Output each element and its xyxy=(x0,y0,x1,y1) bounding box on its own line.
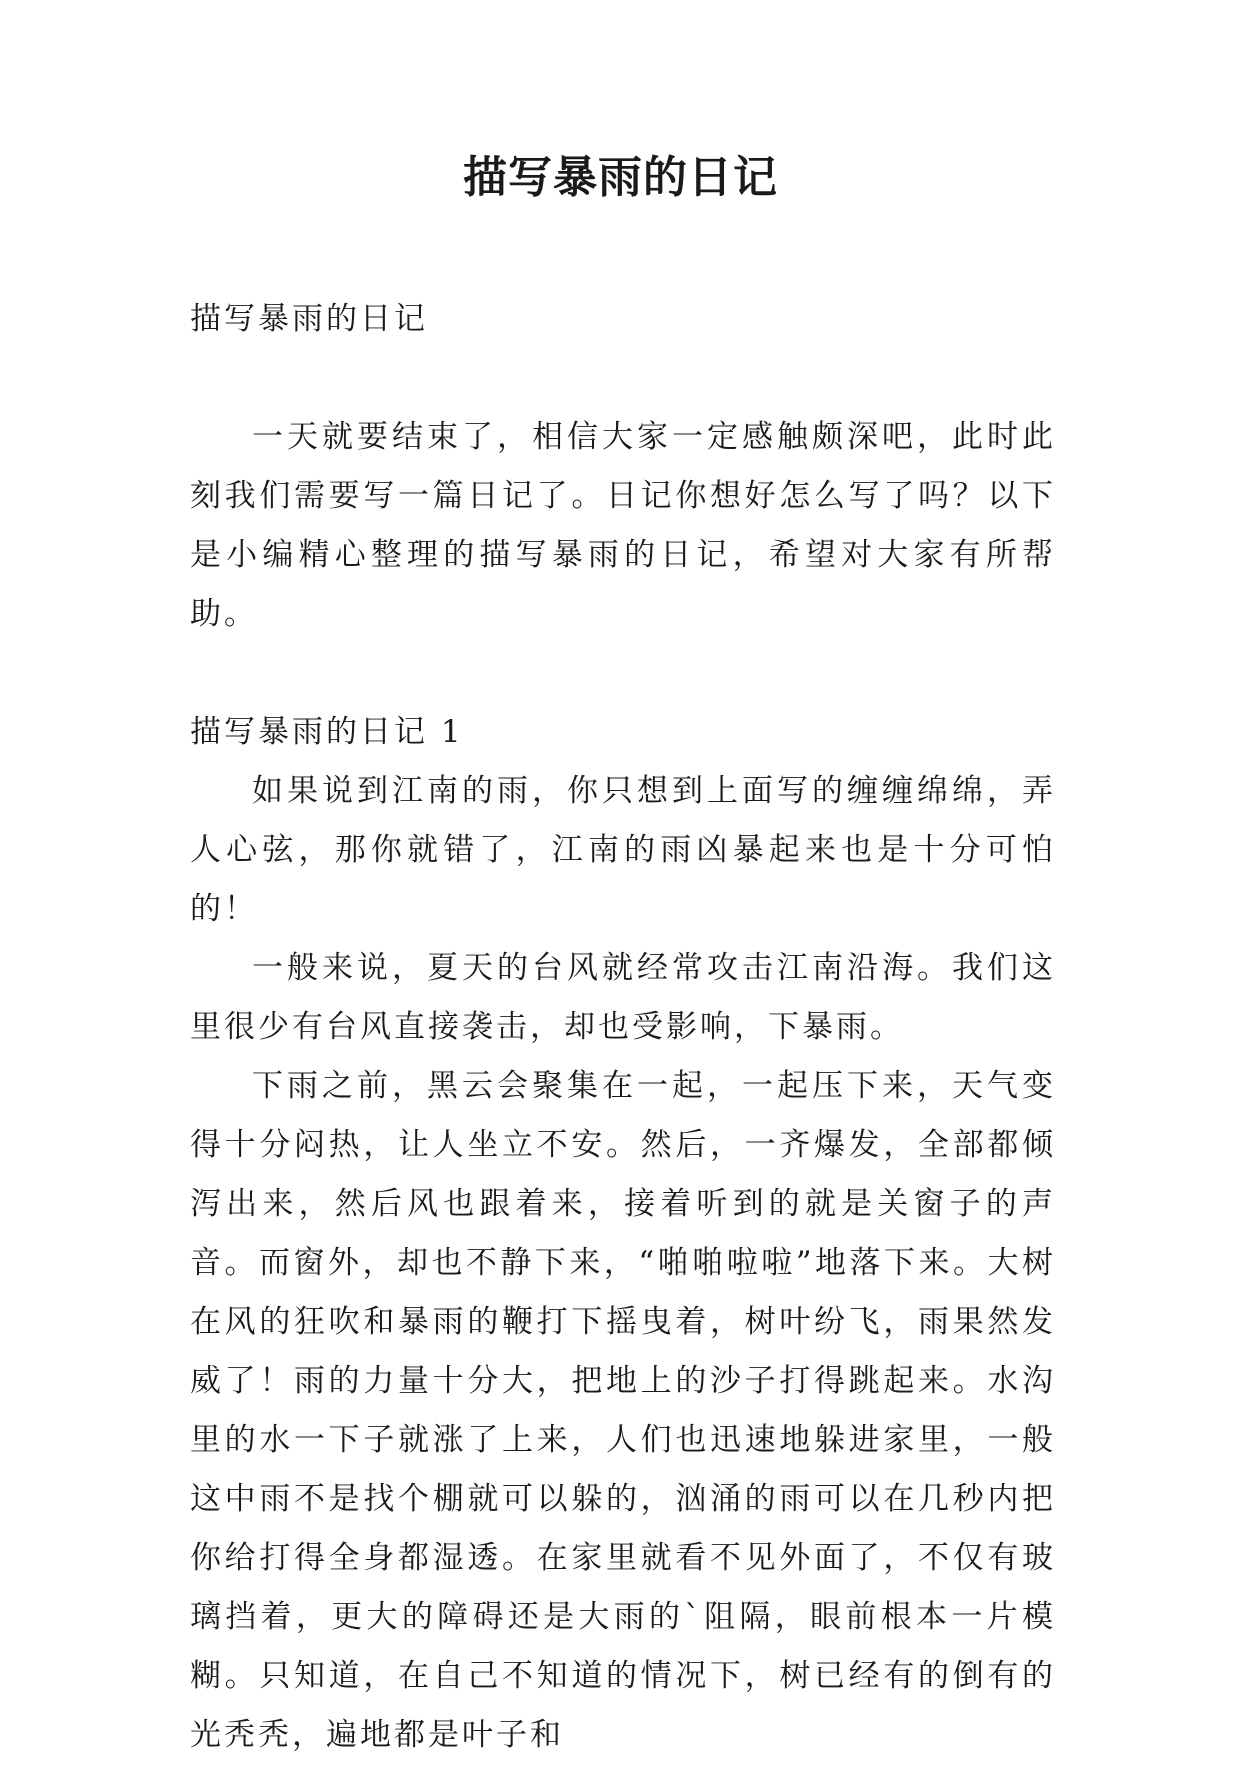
body-paragraph: 一般来说，夏天的台风就经常攻击江南沿海。我们这里很少有台风直接袭击，却也受影响，下暴雨。 xyxy=(190,950,1056,1045)
section-heading: 描写暴雨的日记 1 xyxy=(190,714,464,750)
body-paragraph: 下雨之前，黑云会聚集在一起，一起压下来，天气变得十分闷热，让人坐立不安。然后，一齐爆发，全部都倾泻出来，然后风也跟着来，接着听到的就是关窗子的声音。而窗外，却也不静下来，“啪啪啦啦”地落下来。大树在风的狂吹和暴雨的鞭打下摇曳着，树叶纷飞，雨果然发威了！雨的力量十分大，把地上的沙子打得跳起来。水沟里的水一下子就涨了上来，人们也迅速地躲进家里，一般这中雨不是找个棚就可以躲的，汹涌的雨可以在几秒内把你给打得全身都湿透。在家里就看不见外面了，不仅有玻璃挡着，更大的障碍还是大雨的`阻隔，眼前根本一片模糊。只知道，在自己不知道的情况下，树已经有的倒有的光秃秃，遍地都是叶子和 xyxy=(190,1068,1056,1753)
intro-paragraph: 一天就要结束了，相信大家一定感触颇深吧，此时此刻我们需要写一篇日记了。日记你想好怎么写了吗？以下是小编精心整理的描写暴雨的日记，希望对大家有所帮助。 xyxy=(190,419,1056,632)
document-subtitle: 描写暴雨的日记 xyxy=(190,301,428,337)
document-title: 描写暴雨的日记 xyxy=(463,152,778,203)
document-body xyxy=(190,290,1056,1765)
body-paragraph: 如果说到江南的雨，你只想到上面写的缠缠绵绵，弄人心弦，那你就错了，江南的雨凶暴起来也是十分可怕的！ xyxy=(190,773,1056,927)
